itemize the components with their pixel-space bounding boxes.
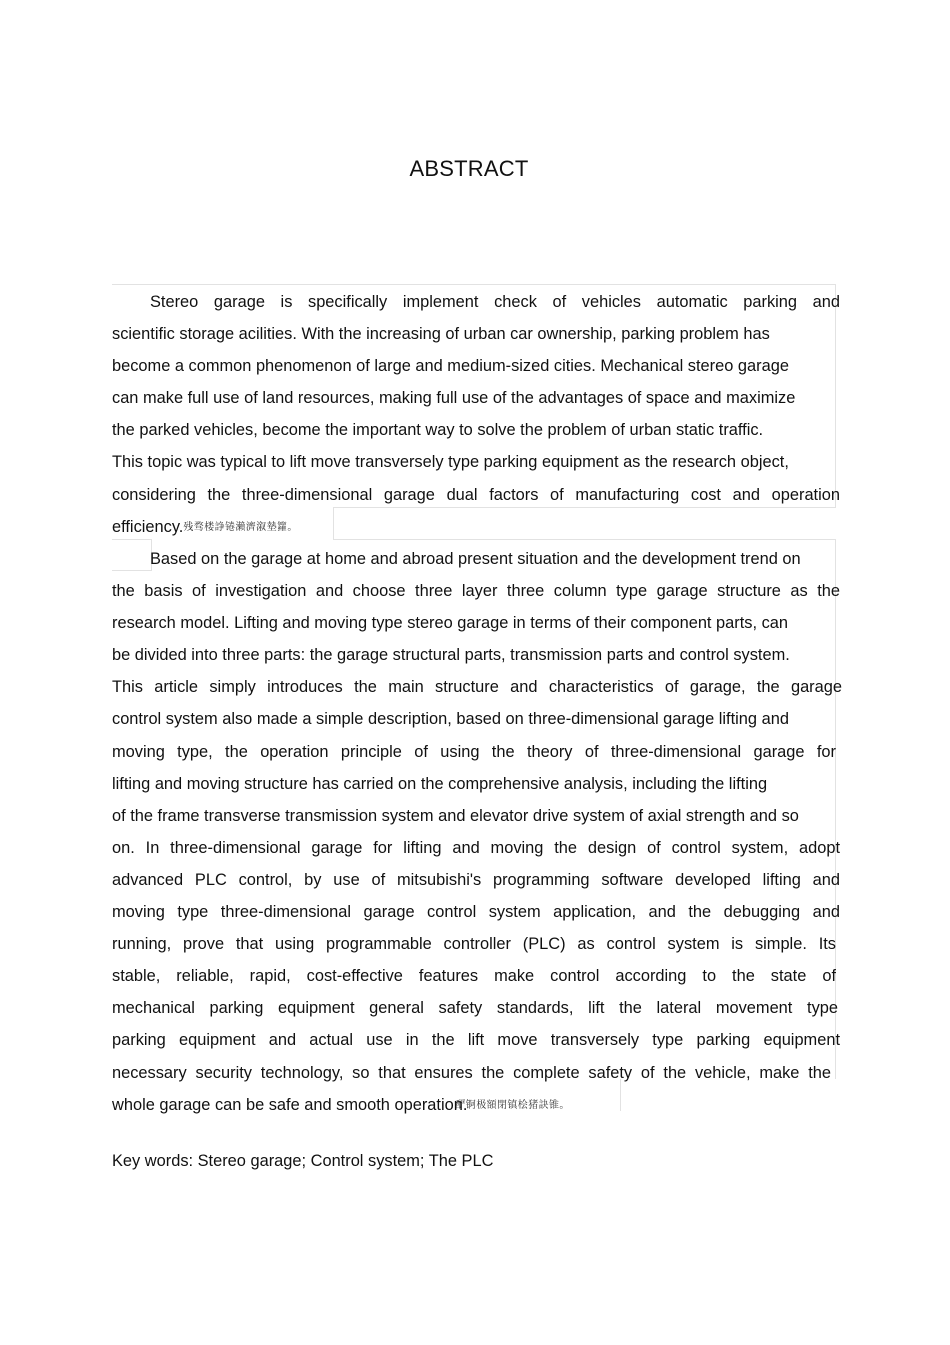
text-line: scientific storage acilities. With the increasing of urban car ownership, parking problem has — [112, 325, 770, 344]
text-line: Based on the garage at home and abroad present situation and the development trend on — [150, 550, 801, 568]
text-line-last — [112, 1089, 864, 1121]
text-line: control system also made a simple description, based on three-dimensional garage lifting and — [112, 710, 789, 729]
frame-line-top — [112, 284, 836, 285]
text-line: advanced PLC control, by use of mitsubishi's programming software developed lifting and — [112, 870, 840, 889]
text-line: considering the three-dimensional garage dual factors of manufacturing cost and operation — [112, 485, 840, 504]
text-fragment: whole garage can be safe and smooth operation. — [112, 1095, 468, 1114]
text-line: running, prove that using programmable controller (PLC) as control system is simple. Its — [112, 935, 836, 954]
text-line: parking equipment and actual use in the lift move transversely type parking equipment — [112, 1031, 840, 1050]
keywords-line: Key words: Stereo garage; Control system; The PLC — [112, 1152, 494, 1170]
text-line: mechanical parking equipment general safety standards, lift the lateral movement type — [112, 999, 838, 1018]
text-line: on. In three-dimensional garage for lifting and moving the design of control system, adopt — [112, 838, 840, 857]
garbled-cjk-text: 残骛楼諍锩瀨濟溆墊籮。 — [183, 521, 298, 533]
abstract-title: ABSTRACT — [409, 156, 529, 181]
paragraph-1 — [112, 286, 864, 543]
text-line: stable, reliable, rapid, cost-effective features make control according to the state of — [112, 967, 836, 986]
text-line: This article simply introduces the main structure and characteristics of garage, the garage — [112, 678, 842, 697]
text-line: moving type three-dimensional garage control system application, and the debugging and — [112, 903, 840, 922]
paragraph-2 — [112, 543, 864, 1121]
text-line: of the frame transverse transmission system and elevator drive system of axial strength and so — [112, 806, 799, 825]
text-line: moving type, the operation principle of using the theory of three-dimensional garage for — [112, 742, 836, 761]
text-line: necessary security technology, so that ensures the complete safety of the vehicle, make the — [112, 1063, 831, 1082]
text-line: can make full use of land resources, making full use of the advantages of space and maximize — [112, 389, 796, 408]
text-line-last — [112, 511, 864, 543]
text-line: This topic was typical to lift move transversely type parking equipment as the research object, — [112, 453, 789, 472]
garbled-cjk-text: 酽锕极額閉镇桧猪訣锥。 — [455, 1099, 570, 1111]
text-line: the parked vehicles, become the important way to solve the problem of urban static traffic. — [112, 421, 764, 440]
text-line: become a common phenomenon of large and medium-sized cities. Mechanical stereo garage — [112, 357, 789, 376]
text-line: research model. Lifting and moving type stereo garage in terms of their component parts, can — [112, 614, 789, 633]
text-line: the basis of investigation and choose three layer three column type garage structure as the — [112, 582, 840, 601]
text-line: Stereo garage is specifically implement check of vehicles automatic parking and — [150, 293, 840, 311]
text-line: be divided into three parts: the garage structural parts, transmission parts and control system. — [112, 646, 790, 665]
text-fragment: efficiency. — [112, 517, 184, 536]
text-line: lifting and moving structure has carried on the comprehensive analysis, including the lifting — [112, 774, 768, 793]
